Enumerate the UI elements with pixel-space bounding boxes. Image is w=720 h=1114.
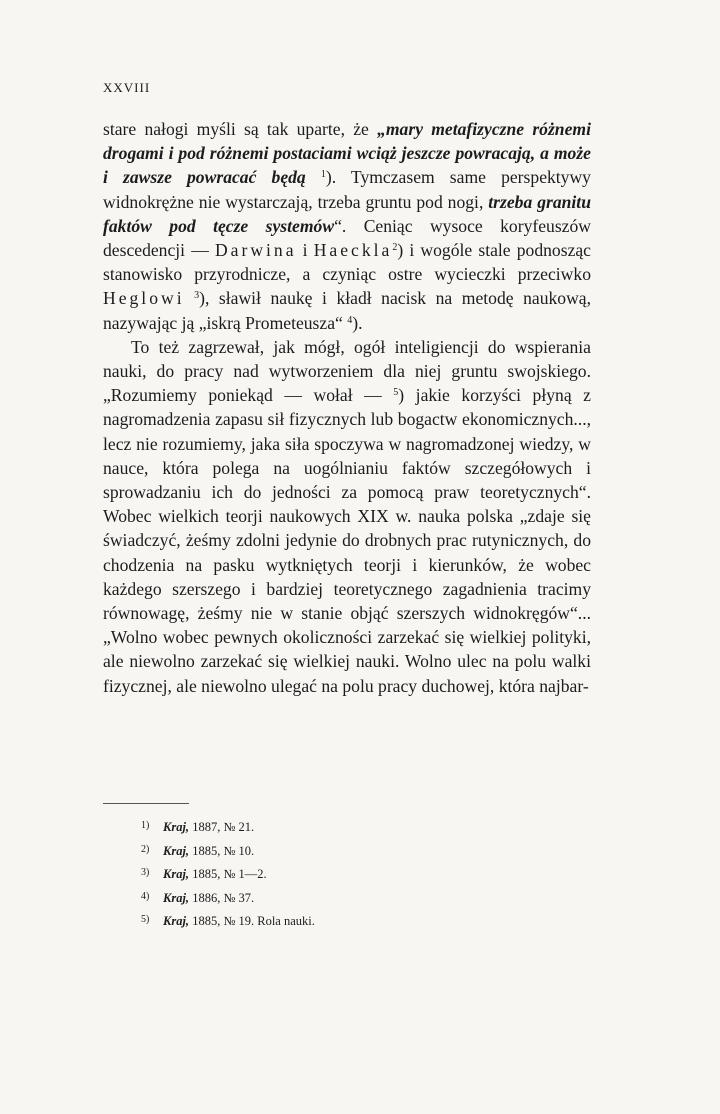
footnote-mark: 5): [141, 914, 150, 925]
text-run: ) i wogóle stale podnosząc stanowisko przyrodnicze, a czyniąc ostre wycieczki przeciwko: [103, 240, 591, 285]
text-run: ).: [352, 312, 363, 333]
body-text: [103, 117, 591, 698]
text-run: stare nałogi myśli są tak uparte, że: [103, 119, 378, 139]
footnote-source: Kraj,: [163, 867, 190, 881]
footnote-item: [141, 886, 315, 910]
footnote-detail: 1885, № 10.: [189, 843, 255, 858]
footnote-ref: 1: [320, 169, 326, 181]
footnote-item: [141, 839, 315, 863]
text-run: ), sławił naukę i kładł nacisk na metodę naukową, nazywając ją „iskrą Prometeusza“: [103, 288, 592, 333]
text-run: To też zagrzewał, jak mógł, ogół inteligiencji do wspierania nauki, do pracy nad wytworzeniem dla niej gruntu swojskiego. „Rozumiemy poniekąd — wołał —: [103, 336, 591, 406]
footnote-ref: 2: [392, 242, 398, 254]
paragraph-2: [103, 335, 591, 698]
footnote-ref: 5: [393, 387, 399, 399]
footnote-item: [141, 815, 315, 839]
page-number: XXVIII: [103, 80, 151, 95]
spaced-name: Heglowi: [103, 288, 185, 309]
text-run: i: [296, 240, 314, 261]
footnote-source: Kraj,: [163, 914, 190, 928]
spaced-name: Haeckla: [313, 240, 393, 261]
emphasized-quote: trzeba granitu faktów pod tęcze systemów: [103, 191, 591, 236]
footnote-detail: 1886, № 37.: [189, 890, 255, 905]
text-run: “. Ceniąc wysoce koryfeuszów descedencji —: [103, 215, 591, 261]
footnote-detail: 1885, № 1—2.: [189, 867, 267, 881]
footnote-detail: 1887, № 21.: [189, 820, 255, 834]
footnote-mark: 1): [141, 820, 150, 831]
text-run: ). Tymczasem same perspektywy widnokrężne nie wystarczają, trzeba gruntu pod nogi,: [103, 167, 591, 212]
footnote-detail: 1885, № 19. Rola nauki.: [189, 914, 315, 928]
footnote-item: [141, 909, 315, 933]
paragraph-1: [103, 117, 591, 335]
footnote-source: Kraj,: [163, 843, 190, 858]
footnote-ref: 4: [347, 314, 353, 326]
footnote-mark: 2): [141, 843, 150, 855]
emphasized-quote: „mary metafizyczne różnemi drogami i pod różnemi postaciami wciąż jeszcze powracają, a może i zawsze powracać będą: [103, 119, 591, 188]
text-run: ) jakie korzyści płyną z nagromadzenia zapasu sił fizycznych lub bogactw ekonomicznych..., lecz nie rozumiemy, jaka siła spoczywa w nagromadzonej wiedzy, w nauce, która polega na uogólnianiu faktów szczegółowych i sprowadzaniu ich do jedności za pomocą praw teoretycznych“. Wobec wielkich teorji naukowych XIX w. nauka polska „zdaje się świadczyć, żeśmy zdolni jedynie do drobnych prac rutynicznych, do chodzenia na pasku wytkniętych teorji i kierunków, że wobec każdego szerszego i bardziej teoretycznego zagadnienia tracimy równowagę, żeśmy nie w stanie objąć szerszych widnokręgów“... „Wolno wobec pewnych okoliczności zarzekać się wielkiej polityki, ale niewolno zarzekać się wielkiej nauki. Wolno ulec na polu walki fizycznej, ale niewolno ulegać na polu pracy duchowej, która najbar-: [103, 385, 591, 696]
spaced-name: Darwina: [214, 240, 297, 261]
footnote-source: Kraj,: [163, 890, 190, 905]
footnote-rule: [103, 803, 189, 804]
footnote-mark: 3): [141, 867, 150, 878]
footnote-item: [141, 862, 315, 886]
footnote-mark: 4): [141, 890, 150, 902]
footnotes: [141, 815, 315, 933]
footnote-ref: 3: [194, 290, 200, 302]
footnote-source: Kraj,: [163, 820, 190, 834]
